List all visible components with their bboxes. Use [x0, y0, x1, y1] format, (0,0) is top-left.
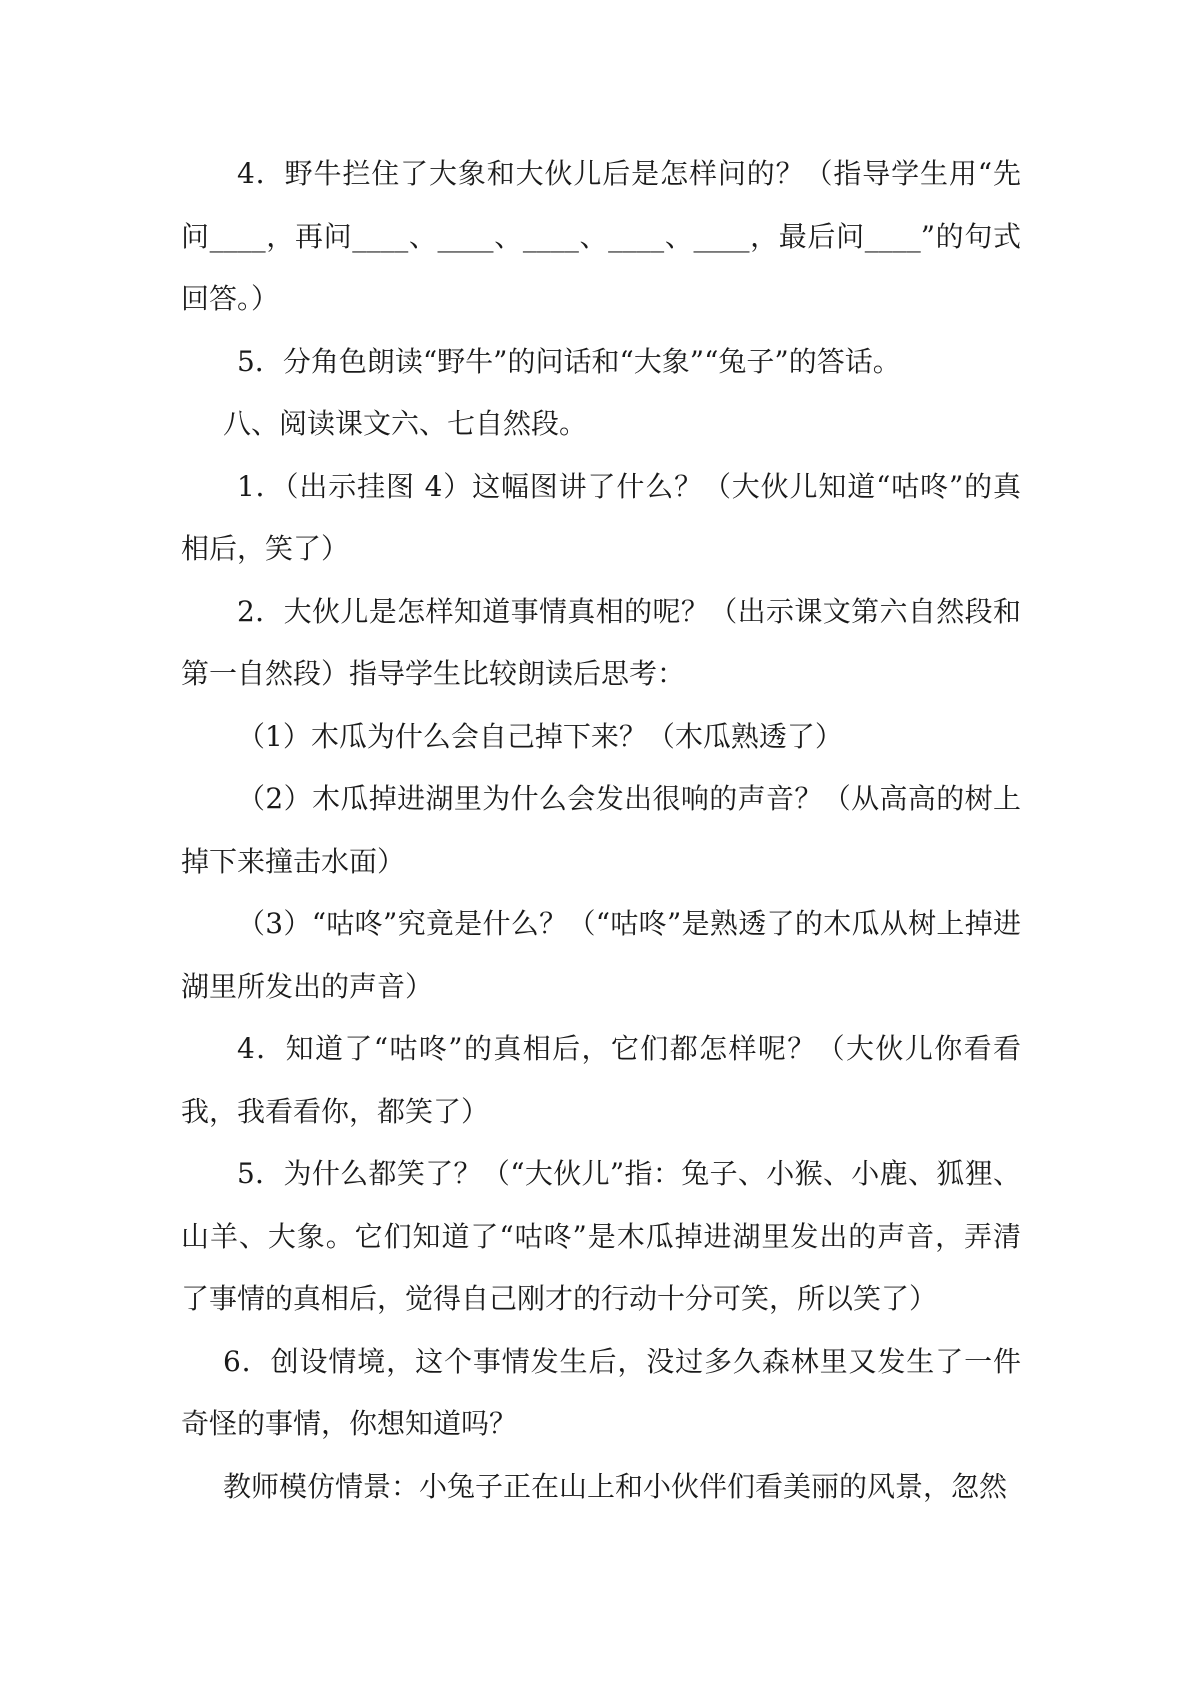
paragraph-s8-q6: 6．创设情境，这个事情发生后，没过多久森林里又发生了一件奇怪的事情，你想知道吗？ — [181, 1344, 1021, 1440]
paragraph-s8-q4: 4．知道了“咕咚”的真相后，它们都怎样呢？（大伙儿你看看我，我看看你，都笑了） — [181, 1032, 1021, 1128]
paragraph-s8-q2: 2．大伙儿是怎样知道事情真相的呢？（出示课文第六自然段和第一自然段）指导学生比较朗读后思考： — [181, 594, 1021, 690]
document-body — [181, 143, 1021, 1518]
section-heading-8: 八、阅读课文六、七自然段。 — [223, 407, 588, 440]
paragraph-s8-q1: 1．（出示挂图 4）这幅图讲了什么？（大伙儿知道“咕咚”的真相后，笑了） — [181, 469, 1021, 565]
paragraph-s8-q2-1: （1）木瓜为什么会自己掉下来？（木瓜熟透了） — [237, 719, 843, 753]
paragraph-s8-q2-2: （2）木瓜掉进湖里为什么会发出很响的声音？（从高高的树上掉下来撞击水面） — [181, 782, 1021, 878]
paragraph-teacher-scene: 教师模仿情景：小兔子正在山上和小伙伴们看美丽的风景，忽然 — [223, 1469, 1008, 1503]
paragraph-s8-q2-3: （3）“咕咚”究竟是什么？（“咕咚”是熟透了的木瓜从树上掉进湖里所发出的声音） — [181, 907, 1021, 1003]
paragraph-s8-q5: 5．为什么都笑了？（“大伙儿”指：兔子、小猴、小鹿、狐狸、山羊、大象。它们知道了“咕咚”是木瓜掉进湖里发出的声音，弄清了事情的真相后，觉得自己刚才的行动十分可笑，所以笑了） — [181, 1157, 1021, 1315]
paragraph-q5: 5．分角色朗读“野牛”的问话和“大象”“兔子”的答话。 — [237, 344, 901, 378]
paragraph-q4: 4．野牛拦住了大象和大伙儿后是怎样问的？（指导学生用“先问____，再问____、____、____、____、____，最后问____”的句式回答。） — [181, 157, 1021, 315]
